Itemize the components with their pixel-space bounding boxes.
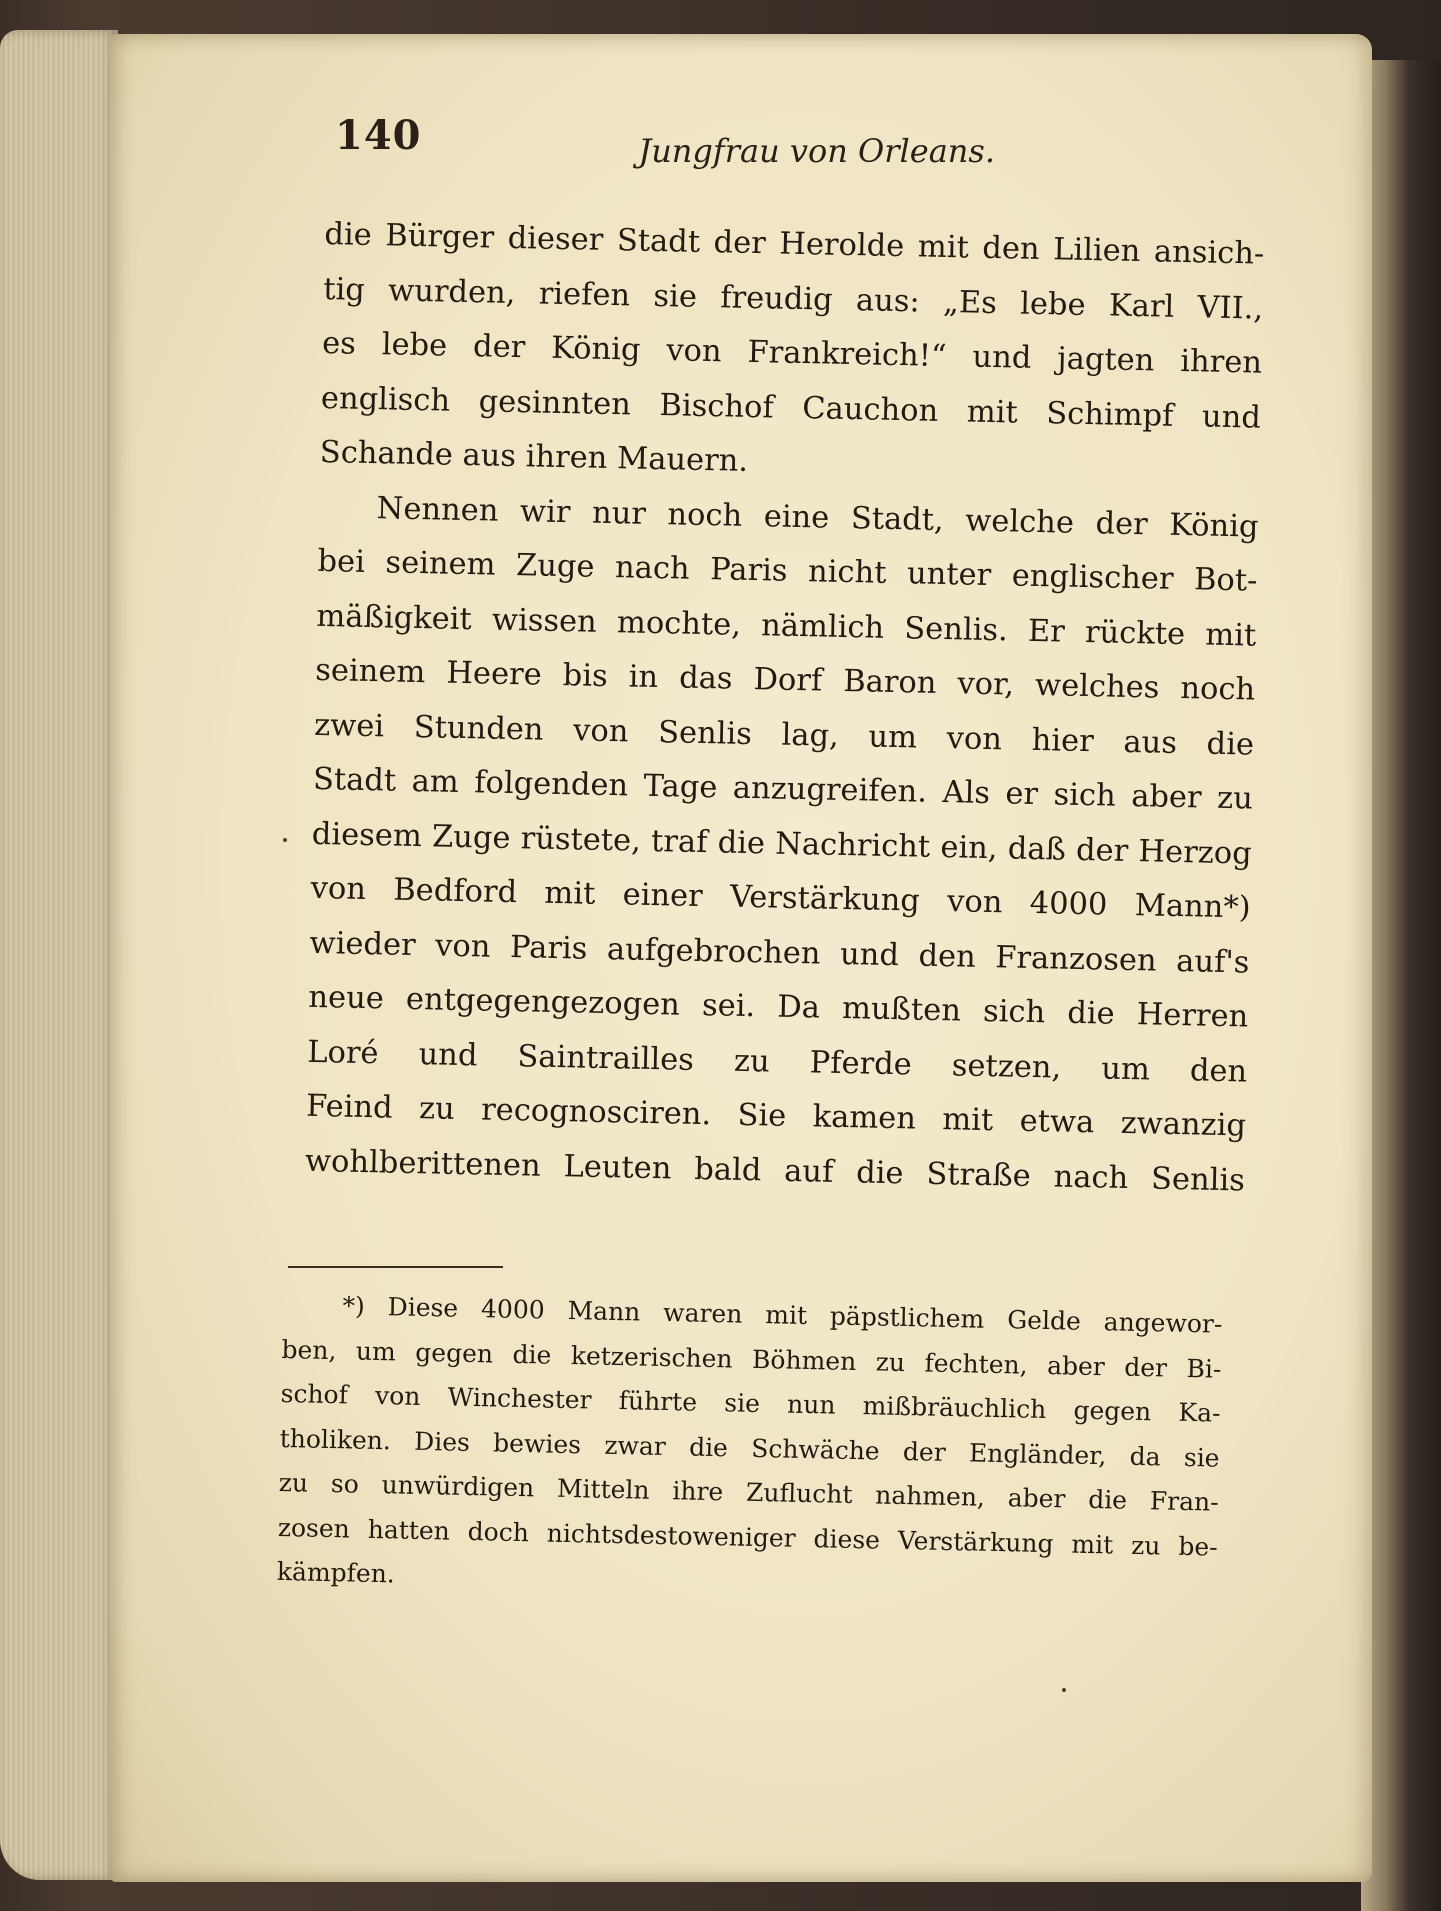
ink-speck (283, 838, 287, 842)
text-line: es lebe der König von Frankreich!“ und jagten ihren (321, 325, 1263, 381)
text-line: wohlberittenen Leuten bald auf die Straße nach Senlis (304, 1143, 1246, 1198)
text-line: bei seinem Zuge nach Paris nicht unter englischer Bot- (317, 543, 1258, 599)
text-line: englisch gesinnten Bischof Cauchon mit Schimpf und (320, 380, 1262, 436)
footnote-line: zosen hatten doch nichtsdestoweniger diese Verstärkung mit zu be- (277, 1512, 1218, 1562)
text-line: tig wurden, riefen sie freudig aus: „Es lebe Karl VII., (322, 271, 1264, 327)
footnote-line: tholiken. Dies bewies zwar die Schwäche der Engländer, da sie (279, 1423, 1220, 1473)
text-line: neue entgegengezogen sei. Da mußten sich die Herren (308, 979, 1249, 1035)
text-line: Feind zu recognosciren. Sie kamen mit etwa zwanzig (305, 1088, 1247, 1144)
running-title: Jungfrau von Orleans. (638, 132, 995, 170)
text-line: mäßigkeit wissen mochte, nämlich Senlis. Er rückte mit (316, 598, 1257, 654)
footnote-line: schof von Winchester führte sie nun mißbräuchlich gegen Ka- (280, 1378, 1221, 1428)
body-text (304, 208, 1264, 1208)
footnote-line: zu so unwürdigen Mitteln ihre Zuflucht nahmen, aber die Fran- (278, 1467, 1219, 1517)
binding-edge (1361, 60, 1441, 1911)
text-line: zwei Stunden von Senlis lag, um von hier aus die (313, 707, 1255, 763)
text-line: seinem Heere bis in das Dorf Baron vor, welches noch (314, 652, 1256, 708)
text-line: von Bedford mit einer Verstärkung von 4000 Mann*) (310, 870, 1251, 926)
running-head (335, 112, 995, 172)
footnote-line: ben, um gegen die ketzerischen Böhmen zu fechten, aber der Bi- (281, 1334, 1222, 1384)
ink-speck (1062, 1688, 1066, 1692)
page-number: 140 (335, 112, 422, 159)
text-line: Schande aus ihren Mauern. (319, 434, 749, 479)
text-line: Loré und Saintrailles zu Pferde setzen, um den (306, 1034, 1248, 1089)
footnote-divider (288, 1266, 503, 1268)
text-line: Nennen wir nur noch eine Stadt, welche der König (376, 490, 1259, 545)
text-line: die Bürger dieser Stadt der Herolde mit den Lilien ansich- (324, 216, 1265, 272)
text-line: Stadt am folgenden Tage anzugreifen. Als er sich aber zu (312, 761, 1254, 817)
footnote (276, 1283, 1222, 1614)
footnote-line: *) Diese 4000 Mann waren mit päpstlichem Gelde angewor- (342, 1291, 1223, 1339)
text-line: wieder von Paris aufgebrochen und den Franzosen auf's (309, 925, 1250, 981)
page-edge-stack (0, 30, 118, 1880)
footnote-line: kämpfen. (276, 1556, 396, 1589)
text-line: diesem Zuge rüstete, traf die Nachricht ein, daß der Herzog (311, 816, 1253, 872)
